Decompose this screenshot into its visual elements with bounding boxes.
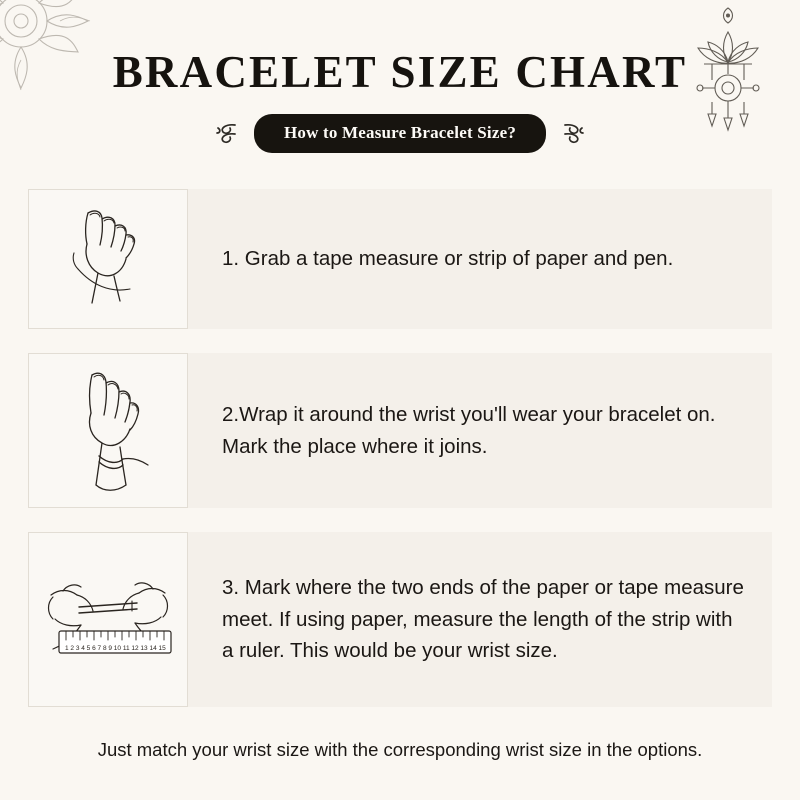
step-item	[28, 532, 772, 707]
swirl-flourish-icon-right	[560, 121, 586, 147]
lotus-ornament-icon	[682, 2, 774, 132]
step-item	[28, 353, 772, 508]
step-text: 1. Grab a tape measure or strip of paper and pen.	[222, 247, 674, 271]
swirl-flourish-icon-left	[214, 121, 240, 147]
footer-note: Just match your wrist size with the corresponding wrist size in the options.	[97, 739, 703, 760]
subtitle-row	[0, 114, 800, 153]
step-item	[28, 189, 772, 329]
page-header	[0, 0, 800, 153]
tape-wrapped-around-wrist-illustration	[28, 353, 188, 508]
hand-with-tape-measure-illustration	[28, 189, 188, 329]
page-title: BRACELET SIZE CHART	[112, 47, 688, 97]
subtitle-pill: How to Measure Bracelet Size?	[254, 114, 546, 153]
step-text: 2.Wrap it around the wrist you'll wear your bracelet on. Mark the place where it joins.	[222, 402, 716, 458]
mandala-flower-icon	[0, 0, 96, 96]
step-text: 3. Mark where the two ends of the paper or tape measure meet. If using paper, measure the length of the strip with a ruler. This would be your wrist size.	[222, 575, 744, 663]
measuring-strip-with-ruler-illustration	[28, 532, 188, 707]
ruler-tick-labels: 1 2 3 4 5 6 7 8 9 10 11 12 13 14 15	[65, 644, 166, 652]
steps-list	[0, 189, 800, 707]
